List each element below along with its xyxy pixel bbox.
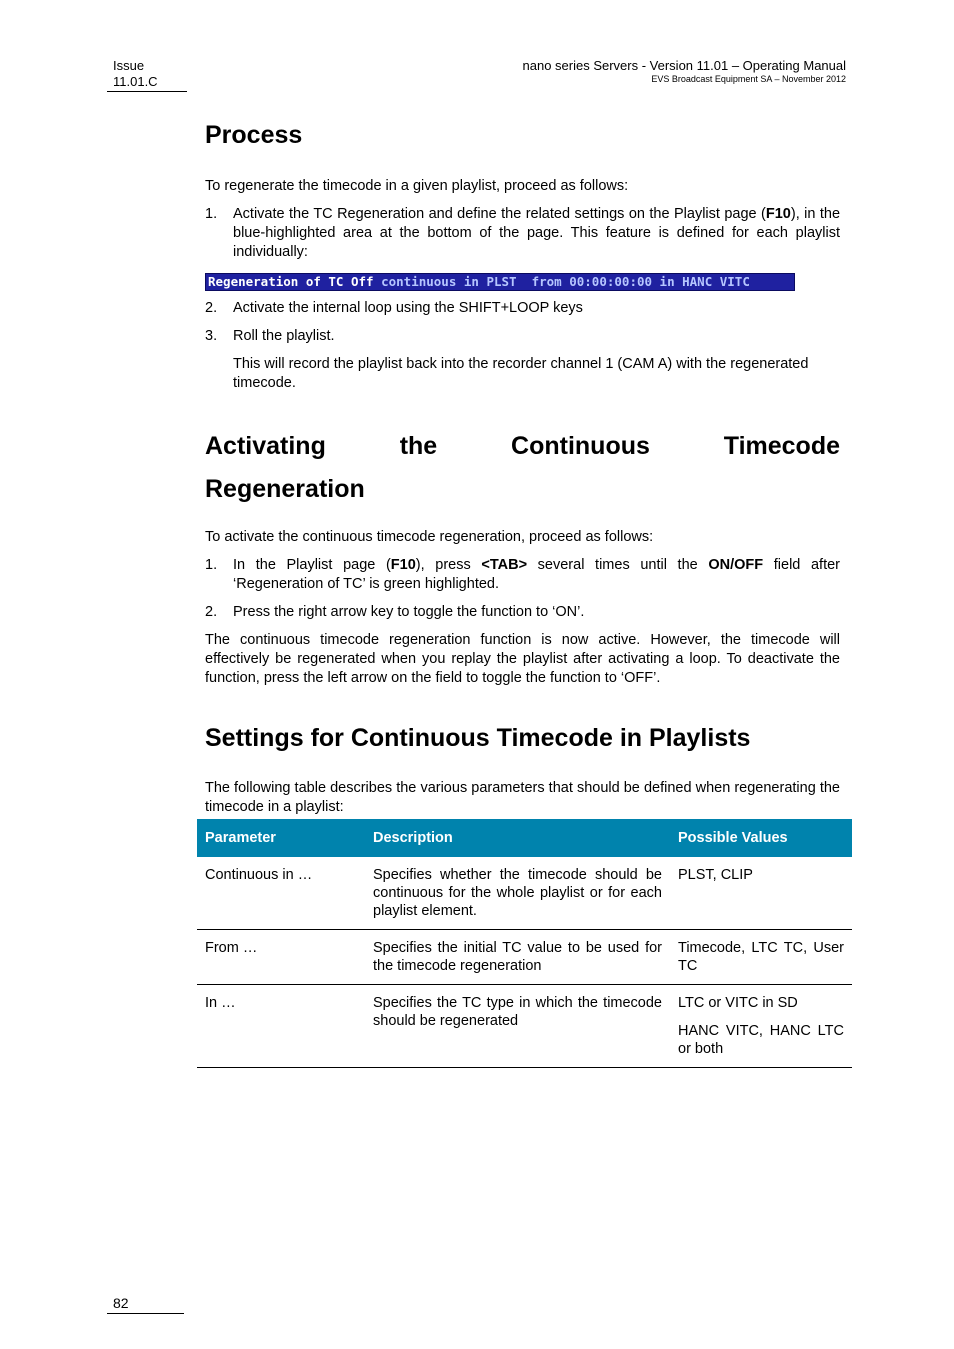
heading-activating: Activating the Continuous Timecode [205,432,840,460]
footer-rule [107,1313,184,1314]
process-step-1: 1. Activate the TC Regeneration and define the related settings on the Playlist page (F10), in the blue-highlighted area at the bottom of the page. This feature is defined for each playlist individually: [205,206,841,260]
table-cell-value-line: HANC VITC, HANC LTC or both [678,1023,844,1057]
process-step-3: 3. Roll the playlist. [205,328,335,344]
table-header-parameter: Parameter [197,819,365,857]
table-cell-values [670,985,852,1068]
issue-number: 11.01.C [113,74,158,89]
process-step-3-note: This will record the playlist back into the recorder channel 1 (CAM A) with the regenerated timecode. [233,356,809,391]
process-steps [205,205,840,262]
table-cell-description: Specifies the initial TC value to be used for the timecode regeneration [365,930,670,985]
parameters-table [197,819,852,1068]
table-cell-values: Timecode, LTC TC, User TC [670,930,852,985]
settings-intro: The following table describes the various parameters that should be defined when regenerating the timecode in a playlist: [205,780,840,815]
table-cell-parameter: In … [197,985,365,1068]
page-number: 82 [113,1295,129,1311]
process-step-2: 2. Activate the internal loop using the SHIFT+LOOP keys [205,300,583,316]
table-header-possible-values: Possible Values [670,819,852,857]
activating-step-1: 1. In the Playlist page (F10), press <TAB> several times until the ON/OFF field after ‘Regeneration of TC’ is green highlighted. [205,557,840,592]
header-rule [107,91,187,92]
activating-steps [205,556,840,622]
process-intro: To regenerate the timecode in a given playlist, proceed as follows: [205,178,629,194]
activating-step-2: 2. Press the right arrow key to toggle the function to ‘ON’. [205,604,585,620]
table-row [197,985,852,1068]
table-header-description: Description [365,819,670,857]
document-title: nano series Servers - Version 11.01 – Operating Manual [522,58,846,73]
table-cell-description: Specifies whether the timecode should be continuous for the whole playlist or for each playlist element. [365,857,670,930]
table-cell-description: Specifies the TC type in which the timecode should be regenerated [365,985,670,1068]
table-cell-value-line: LTC or VITC in SD [678,995,798,1011]
activating-intro: To activate the continuous timecode regeneration, proceed as follows: [205,529,654,545]
table-cell-parameter: From … [197,930,365,985]
activating-closing: The continuous timecode regeneration function is now active. However, the timecode will effectively be regenerated when you replay the playlist after activating a loop. To deactivate the function, press the left arrow on the field to toggle the function to ‘OFF’. [205,632,840,686]
tc-regeneration-screen-bar: Regeneration of TC Off continuous in PLST from 00:00:00:00 in HANC VITC [205,273,795,291]
issue-block [113,58,158,90]
heading-activating-line2: Regeneration [205,475,365,503]
table-cell-values: PLST, CLIP [670,857,852,930]
table-cell-parameter: Continuous in … [197,857,365,930]
heading-settings: Settings for Continuous Timecode in Playlists [205,724,751,752]
heading-process: Process [205,121,303,149]
issue-label: Issue [113,58,145,73]
table-row [197,930,852,985]
table-header-row [197,819,852,857]
page-content [205,115,840,817]
table-row [197,857,852,930]
document-header [523,58,847,85]
document-subtitle: EVS Broadcast Equipment SA – November 2012 [651,74,846,84]
